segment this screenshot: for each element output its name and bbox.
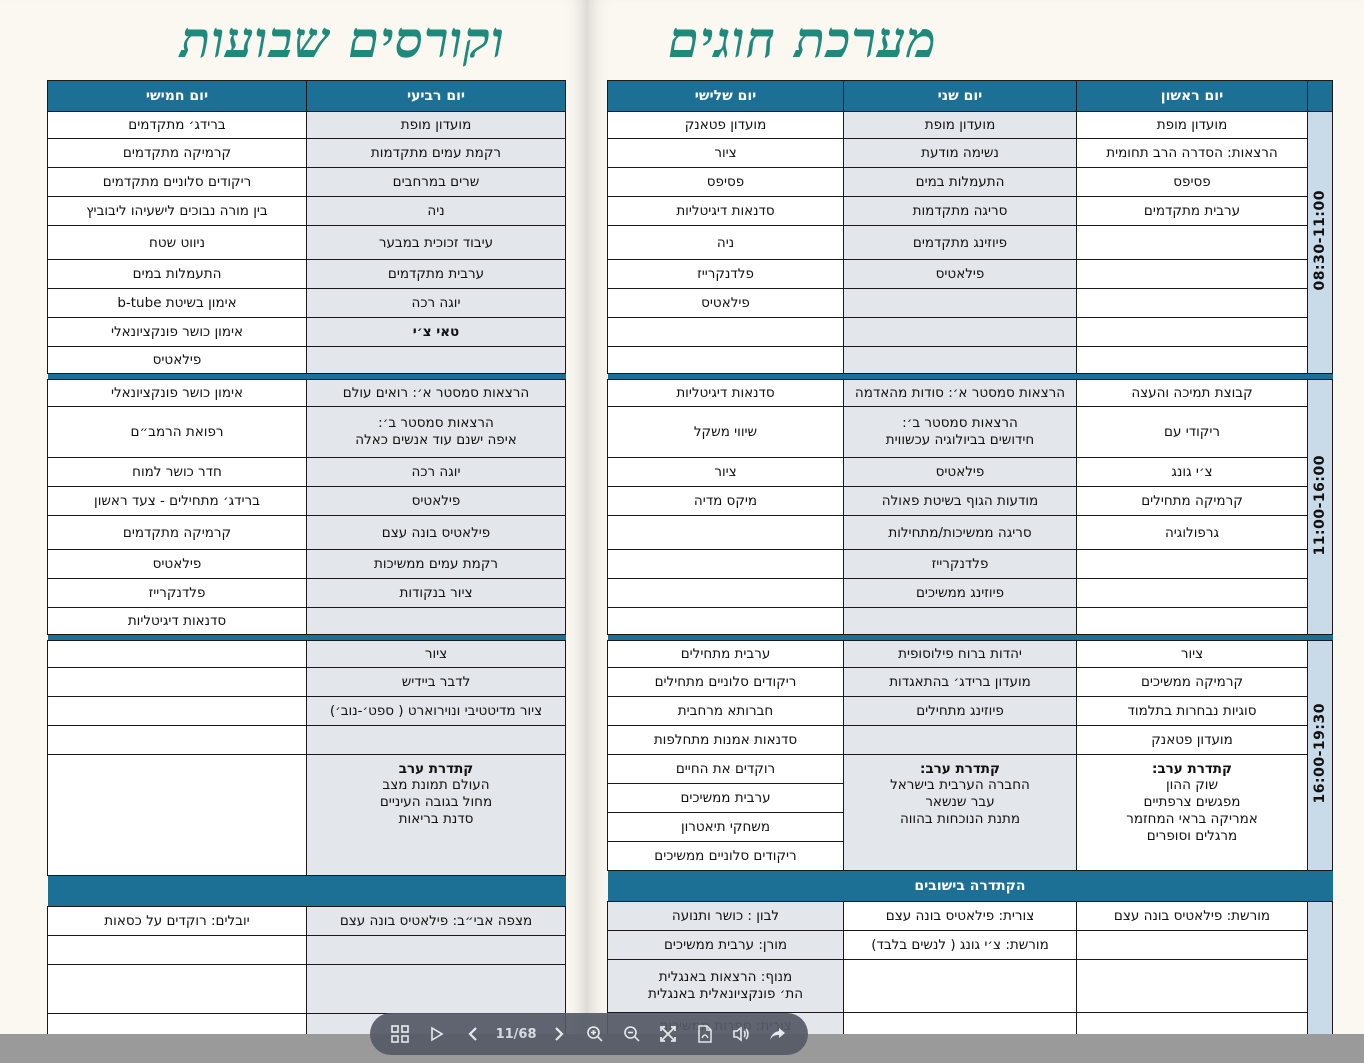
- schedule-cell: עיבוד זכוכית במבער: [307, 226, 566, 260]
- schedule-cell: ריקודים סלוניים מתחילים: [608, 668, 844, 697]
- zoom-in-icon[interactable]: [581, 1020, 609, 1048]
- schedule-cell: ריקודים סלוניים ממשיכים: [608, 842, 844, 871]
- empty-cell: [307, 608, 566, 635]
- schedule-cell: לבון : כושר ותנועה: [608, 902, 844, 931]
- schedule-cell: ערבית מתקדמים: [1077, 197, 1308, 226]
- fullscreen-icon[interactable]: [654, 1020, 682, 1048]
- empty-cell: [844, 960, 1077, 1013]
- table-row: [48, 458, 566, 487]
- schedule-cell: אימון כושר פונקציונאלי: [48, 380, 307, 407]
- table-row: [608, 112, 1333, 139]
- table-row: [48, 112, 566, 139]
- schedule-cell: הרצאות סמסטר ב׳: חידושים בביולוגיה עכשווית: [844, 407, 1077, 458]
- schedule-cell: ברידג׳ מתקדמים: [48, 112, 307, 139]
- schedule-cell: מורן: ערבית ממשיכים: [608, 931, 844, 960]
- time-slot-label: 16:00-19:30: [1312, 703, 1328, 804]
- evening-lecture-list: החברה הערבית בישראל עבר שנשאר מתנת הנוכחות בהווה: [890, 777, 1030, 827]
- schedule-cell: מועדון ברידג׳ בהתאגדות: [844, 668, 1077, 697]
- schedule-cell: ציור מדיטטיבי ונוירוארט ( ספט׳-נוב׳): [307, 697, 566, 726]
- empty-cell: [307, 965, 566, 1014]
- schedule-cell: רפואת הרמב״ם: [48, 407, 307, 458]
- schedule-cell: פילאטיס: [48, 347, 307, 374]
- table-row: [608, 168, 1333, 197]
- band-bar: [48, 876, 566, 907]
- schedule-cell: פסיפס: [608, 168, 844, 197]
- schedule-cell: מועדון פטאנק: [608, 112, 844, 139]
- schedule-cell: הרצאות סמסטר א׳: רואים עולם: [307, 380, 566, 407]
- table-row: [608, 697, 1333, 726]
- table-row: [48, 755, 566, 876]
- time-slot: [1308, 112, 1333, 374]
- schedule-cell: מודעות הגוף בשיטת פאולה: [844, 487, 1077, 516]
- table-row: [48, 139, 566, 168]
- table-row: [48, 550, 566, 579]
- schedule-cell: יהדות ברוח פילוסופית: [844, 641, 1077, 668]
- day-header: יום ראשון: [1077, 81, 1308, 112]
- schedule-cell: פלדנקרייז: [608, 260, 844, 289]
- table-row: [48, 289, 566, 318]
- next-icon[interactable]: [545, 1020, 573, 1048]
- empty-cell: [1077, 260, 1308, 289]
- empty-cell: [48, 936, 307, 965]
- schedule-cell: קרמיקה ממשיכים: [1077, 668, 1308, 697]
- schedule-cell: ציור: [608, 458, 844, 487]
- schedule-cell: ציור: [608, 139, 844, 168]
- schedule-cell: ניווט שטח: [48, 226, 307, 260]
- schedule-cell: שרים במרחבים: [307, 168, 566, 197]
- table-row: [608, 668, 1333, 697]
- empty-cell: [307, 936, 566, 965]
- table-row: [48, 697, 566, 726]
- schedule-cell: יוגה רכה: [307, 289, 566, 318]
- table-row: [48, 347, 566, 374]
- schedule-cell: קבוצת תמיכה והעצה: [1077, 380, 1308, 407]
- table-row: [608, 641, 1333, 668]
- evening-lecture-cell: [844, 755, 1077, 871]
- schedule-cell: חברותא מרחבית: [608, 697, 844, 726]
- table-row: [48, 197, 566, 226]
- schedule-cell: ריקודים סלוניים מתקדמים: [48, 168, 307, 197]
- schedule-cell: פלדנקרייז: [844, 550, 1077, 579]
- table-row: [48, 487, 566, 516]
- schedule-cell: סדנאות דיגיטליות: [608, 380, 844, 407]
- empty-cell: [1077, 347, 1308, 374]
- schedule-cell: ערבית מתקדמים: [307, 260, 566, 289]
- schedule-cell: ניה: [307, 197, 566, 226]
- schedule-cell: שיווי משקל: [608, 407, 844, 458]
- schedule-cell: פיוזינג ממשיכים: [844, 579, 1077, 608]
- band-title: הקתדרה בישובים: [608, 871, 1333, 902]
- schedule-cell: ציור בנקודות: [307, 579, 566, 608]
- schedule-cell: סדנאות דיגיטליות: [608, 197, 844, 226]
- evening-lecture-list: העולם תמונת מצב מחול בגובה העיניים סדנת בריאות: [379, 777, 493, 827]
- share-icon[interactable]: [764, 1020, 792, 1048]
- schedule-cell: מורשת: פילאטיס בונה עצם: [1077, 902, 1308, 931]
- sound-icon[interactable]: [727, 1020, 755, 1048]
- viewer-toolbar: [370, 1013, 808, 1055]
- schedule-cell: רוקדים את החיים: [608, 755, 844, 784]
- evening-lecture-cell: [1077, 755, 1308, 871]
- empty-cell: [608, 516, 844, 550]
- table-row: [48, 579, 566, 608]
- schedule-cell: יוגה רכה: [307, 458, 566, 487]
- table-row: [608, 516, 1333, 550]
- empty-cell: [1077, 931, 1308, 960]
- evening-lecture-list: שוק ההון מפגשים צרפתיים אמריקה בראי המחזמר מרגלים וסופרים: [1126, 777, 1258, 844]
- time-slot: [1308, 641, 1333, 871]
- schedule-cell: ציור: [1077, 641, 1308, 668]
- schedule-cell: סריגה ממשיכות/מתחילות: [844, 516, 1077, 550]
- table-row: [608, 931, 1333, 960]
- schedule-cell: פילאטיס: [48, 550, 307, 579]
- schedule-cell: רקמת עמים מתקדמות: [307, 139, 566, 168]
- day-header: יום שני: [844, 81, 1077, 112]
- table-row: [48, 407, 566, 458]
- play-icon[interactable]: [423, 1020, 451, 1048]
- evening-lecture-title: קתדרת ערב: [398, 761, 474, 777]
- schedule-cell: מועדון מופת: [1077, 112, 1308, 139]
- schedule-cell: פילאטיס: [844, 260, 1077, 289]
- schedule-cell: סדנאות אמנות מתחלפות: [608, 726, 844, 755]
- empty-cell: [608, 608, 844, 635]
- left-page-title: וקורסים שבועות: [180, 10, 505, 69]
- schedule-cell: פילאטיס: [608, 289, 844, 318]
- empty-cell: [48, 697, 307, 726]
- table-row: [608, 487, 1333, 516]
- table-row: [608, 960, 1333, 1013]
- schedule-cell: הרצאות סמסטר א׳: סודות מהאדמה: [844, 380, 1077, 407]
- schedule-cell: סריגה מתקדמות: [844, 197, 1077, 226]
- table-row: [48, 380, 566, 407]
- schedule-cell: יובלים: רוקדים על כסאות: [48, 907, 307, 936]
- schedule-cell: משחקי תיאטרון: [608, 813, 844, 842]
- schedule-cell: מנוף: הרצאות באנגלית הת׳ פונקציונאלית באנגלית: [608, 960, 844, 1013]
- empty-cell: [844, 289, 1077, 318]
- evening-lecture-cell: [307, 755, 566, 876]
- schedule-cell: נשימה מודעת: [844, 139, 1077, 168]
- schedule-cell: בין מורה נבוכים לישעיהו ליבוביץ: [48, 197, 307, 226]
- table-row: [608, 902, 1333, 931]
- schedule-cell: ריקודי עם: [1077, 407, 1308, 458]
- left-schedule-table: [47, 80, 566, 1041]
- table-row: [608, 726, 1333, 755]
- schedule-cell: גרפולוגיה: [1077, 516, 1308, 550]
- table-row: [608, 347, 1333, 374]
- schedule-cell: צ׳י גונג: [1077, 458, 1308, 487]
- schedule-cell: פילאטיס: [307, 487, 566, 516]
- table-row: [608, 226, 1333, 260]
- schedule-cell: טאי צ׳י: [307, 318, 566, 347]
- table-row: [48, 260, 566, 289]
- time-slot-label: 08:30-11:00: [1312, 190, 1328, 291]
- empty-cell: [1077, 550, 1308, 579]
- empty-cell: [844, 608, 1077, 635]
- schedule-cell: רקמת עמים ממשיכות: [307, 550, 566, 579]
- empty-cell: [1077, 318, 1308, 347]
- table-row: [48, 668, 566, 697]
- schedule-cell: אימון בשיטת b-tube: [48, 289, 307, 318]
- table-row: [608, 550, 1333, 579]
- table-row: [48, 907, 566, 936]
- schedule-cell: פסיפס: [1077, 168, 1308, 197]
- header-row: [48, 81, 566, 112]
- empty-cell: [48, 965, 307, 1014]
- empty-cell: [608, 318, 844, 347]
- empty-cell: [1077, 960, 1308, 1013]
- table-row: [48, 226, 566, 260]
- schedule-cell: אימון כושר פונקציונאלי: [48, 318, 307, 347]
- schedule-cell: מועדון פטאנק: [1077, 726, 1308, 755]
- right-schedule-table: [607, 80, 1333, 1040]
- schedule-cell: סוגיות נבחרות בתלמוד: [1077, 697, 1308, 726]
- table-row: [48, 936, 566, 965]
- schedule-cell: הרצאות: הסדרה הרב תחומית: [1077, 139, 1308, 168]
- right-page-title: מערכת חוגים: [668, 10, 938, 69]
- table-row: [608, 608, 1333, 635]
- schedule-cell: קרמיקה מתחילים: [1077, 487, 1308, 516]
- grid-icon[interactable]: [386, 1020, 414, 1048]
- empty-cell: [307, 347, 566, 374]
- schedule-cell: פילאטיס בונה עצם: [307, 516, 566, 550]
- table-row: [608, 260, 1333, 289]
- header-row: [608, 81, 1333, 112]
- table-row: [48, 516, 566, 550]
- table-row: [48, 641, 566, 668]
- schedule-cell: קרמיקה מתקדמים: [48, 516, 307, 550]
- time-slot-label: 11:00-16:00: [1312, 454, 1328, 556]
- table-row: [48, 608, 566, 635]
- time-slot: [1308, 902, 1333, 1040]
- schedule-cell: סדנאות דיגיטליות: [48, 608, 307, 635]
- schedule-cell: קרמיקה מתקדמים: [48, 139, 307, 168]
- band-row: [48, 876, 566, 907]
- schedule-cell: פיוזינג מתחילים: [844, 697, 1077, 726]
- table-row: [608, 289, 1333, 318]
- day-header: יום שלישי: [608, 81, 844, 112]
- table-row: [48, 318, 566, 347]
- empty-cell: [1077, 608, 1308, 635]
- empty-cell: [1077, 226, 1308, 260]
- empty-cell: [1077, 289, 1308, 318]
- table-row: [608, 579, 1333, 608]
- zoom-out-icon[interactable]: [618, 1020, 646, 1048]
- table-row: [48, 726, 566, 755]
- evening-lecture-title: קתדרת ערב:: [920, 761, 1000, 777]
- schedule-cell: מועדון מופת: [307, 112, 566, 139]
- schedule-cell: מצפה אבי״ב: פילאטיס בונה עצם: [307, 907, 566, 936]
- empty-cell: [608, 347, 844, 374]
- schedule-cell: מועדון מופת: [844, 112, 1077, 139]
- day-header: יום רביעי: [307, 81, 566, 112]
- empty-cell: [307, 726, 566, 755]
- evening-lecture-title: קתדרת ערב:: [1152, 761, 1232, 777]
- table-row: [608, 139, 1333, 168]
- schedule-cell: פילאטיס: [844, 458, 1077, 487]
- schedule-cell: התעמלות במים: [48, 260, 307, 289]
- schedule-cell: צורית: פילאטיס בונה עצם: [844, 902, 1077, 931]
- empty-cell: [844, 347, 1077, 374]
- table-row: [608, 755, 1333, 784]
- empty-cell: [1077, 579, 1308, 608]
- table-row: [48, 965, 566, 1014]
- empty-cell: [844, 726, 1077, 755]
- schedule-cell: מיקס מדיה: [608, 487, 844, 516]
- empty-cell: [608, 579, 844, 608]
- schedule-cell: התעמלות במים: [844, 168, 1077, 197]
- table-row: [48, 168, 566, 197]
- table-row: [608, 458, 1333, 487]
- schedule-cell: ערבית ממשיכים: [608, 784, 844, 813]
- empty-cell: [48, 726, 307, 755]
- prev-icon[interactable]: [459, 1020, 487, 1048]
- time-header: [1308, 81, 1333, 112]
- empty-cell: [48, 641, 307, 668]
- page-indicator[interactable]: 11/68: [495, 1026, 537, 1042]
- schedule-cell: פיוזינג מתקדמים: [844, 226, 1077, 260]
- time-slot: [1308, 380, 1333, 635]
- schedule-cell: הרצאות סמסטר ב׳: איפה ישנם עוד אנשים כאלה: [307, 407, 566, 458]
- schedule-cell: חדר כושר למוח: [48, 458, 307, 487]
- schedule-cell: פלדנקרייז: [48, 579, 307, 608]
- schedule-cell: מורשת: צ׳י גונג ( לנשים בלבד): [844, 931, 1077, 960]
- schedule-cell: ציור: [307, 641, 566, 668]
- empty-cell: [608, 550, 844, 579]
- band-row: [608, 871, 1333, 902]
- schedule-cell: ניה: [608, 226, 844, 260]
- schedule-cell: לדבר ביידיש: [307, 668, 566, 697]
- table-row: [608, 318, 1333, 347]
- schedule-cell: ברידג׳ מתחילים - צעד ראשון: [48, 487, 307, 516]
- pdf-icon[interactable]: [691, 1020, 719, 1048]
- table-row: [608, 197, 1333, 226]
- day-header: יום חמישי: [48, 81, 307, 112]
- table-row: [608, 407, 1333, 458]
- empty-cell: [48, 668, 307, 697]
- table-row: [608, 380, 1333, 407]
- schedule-cell: ערבית מתחילים: [608, 641, 844, 668]
- empty-cell: [844, 318, 1077, 347]
- empty-cell: [48, 755, 307, 876]
